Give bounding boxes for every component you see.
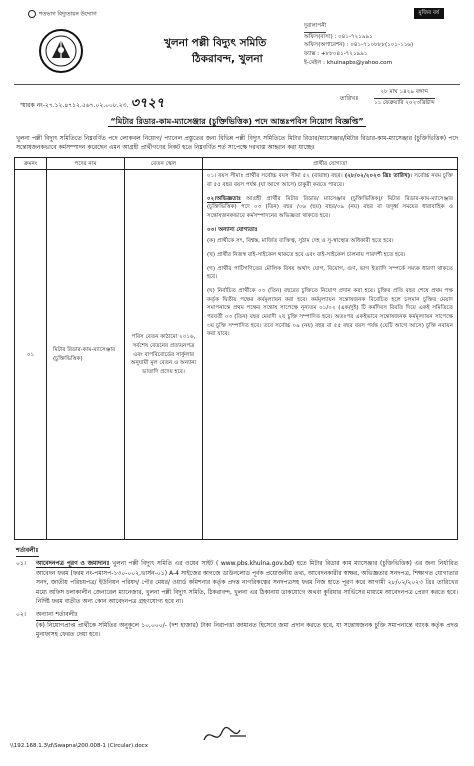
notice-title: “মিটার রিডার-কাম-ম্যাসেঞ্জার (চুক্তিভিত্তিক) পদে আন্তঃপবিস নিয়োগ বিজ্ঞপ্তি” bbox=[110, 117, 364, 126]
letterhead bbox=[14, 22, 460, 82]
pbs-logo-icon bbox=[38, 28, 84, 74]
date-english: ১১ ফেব্রুয়ারি ২০২৩খ্রিষ্টাব্দ bbox=[374, 99, 435, 106]
vision-tag bbox=[28, 10, 98, 18]
term-number: ০২। bbox=[16, 610, 26, 618]
date-block bbox=[374, 88, 435, 108]
post-cell: মিটার রিডার-কাম-ম্যাসেঞ্জার (চুক্তিভিত্তিক) bbox=[47, 170, 125, 540]
term-security-deposit: (ক) নিয়োগপ্রাপ্ত প্রার্থীকে সমিতির অনুকূলে ১০,০০০/- (দশ হাজার) টাকা নিরাপত্তা জামানত হিসেবে জমা প্রদান করতে হবে, যা সন্তোষজনক চুক্তি সমাপনান্তে ব্যাংক কর্তৃক প্রদত্ত মুনাফাসহ ফেরত দেয়া হবে। bbox=[36, 621, 458, 639]
date-label: তারিখঃ bbox=[340, 95, 359, 102]
fax-number: ফ্যাক্স : +৮৮০৪১-৭২১৯৯১ bbox=[304, 50, 368, 57]
contact-block bbox=[304, 22, 472, 67]
qualification-arithmetic: (গ) প্রার্থীর পাটিগণিতের মৌলিক বিষয় অর্থাৎ যোগ, বিয়োগ, গুণ, ভাগ ইত্যাদি সম্পর্কে সম্যক ধারণা থাকতে হবে। bbox=[207, 265, 453, 281]
table-row bbox=[15, 170, 458, 540]
terms-heading: শর্তাবলীঃ bbox=[16, 546, 39, 557]
memo-number: স্মারক নং-২৭.১২.৪৭১২.৫৬৭.০২.০০৮.২৩. bbox=[20, 102, 129, 109]
bulb-icon bbox=[28, 10, 36, 18]
date-bangla: ২৮ মাঘ ১৪২৯ বঙ্গাব্দ bbox=[374, 88, 435, 99]
table-header-row bbox=[15, 158, 458, 170]
header-qualification: প্রার্থীর যোগ্যতা bbox=[203, 158, 458, 170]
term-number: ০১। bbox=[16, 559, 26, 567]
term-lead: আবেদনপত্র পূরণ ও জমাদানঃ bbox=[36, 559, 110, 567]
qualification-cell bbox=[203, 170, 458, 540]
intro-paragraph: খুলনা পল্লী বিদ্যুৎ সমিতিতে নিম্নবর্ণিত পদে লোকবল নিয়োগ/ প্যানেল প্রস্তুতের জন্য বিভিন্ন পল্লী বিদ্যুৎ সমিতিতে মিটার রিডার/ম্যাসেঞ্জার/মিটার রিডার-কাম-ম্যাসেঞ্জার (চুক্তিভিত্তিক) পদে সন্তোষজনকভাবে কর্মসম্পাদন করেছেন এমন আগ্রহী প্রার্থীগণের নিকট হতে নিম্নবর্ণিত শর্ত সাপেক্ষে দরখাস্ত আহ্বান করা যাচ্ছেঃ bbox=[16, 134, 458, 152]
mujib-borsho-badge: মুজিব বর্ষ bbox=[414, 8, 444, 19]
salary-cell: পবিস বেতন কাঠামো ২০১৬, সর্বশেষ বেতনের প্রত্যয়নপত্র এবং বাপবিবোর্ডের সার্কুলার অনুযায়ী মূল বেতন ও অন্যান্য ভাতাদি প্রদেয় হবে। bbox=[125, 170, 203, 540]
age-limit: ০১। বয়স সীমাঃ প্রার্থীর সর্বোচ্চ বয়স সীমা ৫২ (বায়ান্ন) বছর। (২৮/০২/২০২৩ খ্রিঃ তারিখ)। সর্বোচ্চ নবম চুক্তি বা ৫৫ বছর বয়স পর্যন্ত (যা আগে আসে) চাকুরী করতে পারবে। bbox=[207, 173, 453, 189]
operation-phone: অফিস(অপারেশন) : ০৪১-৭১০৮৮৮(১০১-১১৬) bbox=[304, 42, 414, 49]
term-text: খুলনা পল্লী বিদ্যুৎ সমিতি এর ওয়েব সাইট ( www.pbs.khulna.gov.bd) হতে মিটার রিডার কাম ম্যাসেঞ্জার (চুক্তিভিত্তিক) এর জন্য নির্ধারিত আবেদন ফরম (ফরম নং-পমাসপ-১৩০-০০২,ভার্সন-০১) A-4 সাইজের কাগজে ডাউনলোড পূর্বক প্রয়োজনীয় তথ্য, আবেদনকারীর স্বাক্ষর, অভিজ্ঞতার সনদপত্র, শিক্ষাগত যোগ্যতার সনদ, জাতীয় পরিচয়পত্র/ ইউনিয়ন পরিষদ/ পৌর মেয়র/ ওয়ার্ড কমিশনার কর্তৃক প্রদত্ত নাগরিকত্বের সনদপত্রসহ ফরম নিজ হাতে পূরণ করে আগামী ২৮/০২/২০২৩ খ্রিঃ তারিখের মধ্যে অফিস চলাকালীন জেনারেল ম্যানেজার, খুলনা পল্লী বিদ্যুৎ সমিতি, ঠিকরাবন্দ, খুলনা এর ঠিকানায় ডাকযোগে অথবা কুরিয়ার সার্ভিসের মাধ্যমে আবেদনপত্র প্রেরণ করতে হবে। নির্দিষ্ট ফরম ব্যতীত অন্য কোন আবেদনপত্র গ্রহণযোগ্য হবে না। bbox=[36, 559, 458, 606]
office-phone: অফিস(বাসা) : ০৪১-৭২১৯৯১ bbox=[304, 33, 373, 40]
qualification-honesty: (ক) প্রার্থীকে সৎ, বিশ্বস্ত, মার্জিত ব্যক্তিত্ব, সুঠাম দেহ ও সু-স্বাস্থ্যের অধিকারী হতে হবে। bbox=[207, 238, 394, 245]
memo-line bbox=[14, 87, 460, 113]
post-table bbox=[14, 157, 458, 540]
file-path: \\192.168.1.3\d\Swapna\200.008-1 (Circular).docx bbox=[10, 743, 149, 749]
email-label: ই-মেইল bbox=[304, 59, 322, 66]
organization-block bbox=[164, 36, 266, 68]
experience: ০২।অভিজ্ঞতাঃ আগ্রহী প্রার্থীর মিটার রিডার/ ম্যাসেঞ্জার (চুক্তিভিত্তিক)/ মিটার রিডার-কাম-ম্যাসেঞ্জার (চুক্তিভিত্তিক) পদে ০৩ (তিন) বছর /০৬ (ছয়) বছর/০৯ (নয়) বছর বা তদূর্ধ্ব সময়ের ধারাবাহিক ও সন্তোষজনকভাবে কর্মসম্পাদনের অভিজ্ঞতা থাকতে হবে। bbox=[207, 195, 453, 220]
term-lead: অন্যান্য শর্তাবলীঃ bbox=[36, 610, 78, 621]
vision-text: শতভাগ বিদ্যুতায়ন উদ্যোগ bbox=[39, 11, 97, 18]
header-serial: ক্রমনং bbox=[15, 158, 47, 170]
other-qualifications-heading: ০৩। অন্যান্য যোগ্যতাঃ bbox=[207, 226, 258, 233]
terms-section bbox=[14, 546, 460, 639]
signature-mark bbox=[200, 722, 250, 748]
contact-title: দুরালাপনী bbox=[304, 22, 326, 33]
term-application bbox=[16, 559, 458, 607]
organization-address: ঠিকরাবন্দ, খুলনা bbox=[192, 52, 263, 65]
header-salary: বেতন স্কেল bbox=[125, 158, 203, 170]
top-line bbox=[14, 8, 460, 22]
header-divider bbox=[14, 84, 460, 85]
email-address[interactable]: : khulnapbs@yahoo.com bbox=[323, 59, 393, 66]
memo-handwritten-number: ৩৭২৭ bbox=[130, 96, 165, 111]
organization-name: খুলনা পল্লী বিদ্যুৎ সমিতি bbox=[164, 37, 267, 49]
qualification-contract: (ঘ) নির্বাচিত প্রার্থীকে ০৩ (তিন) বছরের চুক্তিতে নিয়োগ প্রদান করা হবে। চুক্তির প্রতি বছর শেষে প্রথম পক্ষ কর্তৃক দ্বিতীয় পক্ষের কর্মমূল্যায়ন করা হবে। কর্মমূল্যায়ন সন্তোষজনক বিবেচিত হলে চলমান চুক্তির মেয়াদ সমাপনান্তে প্রথম পক্ষের সন্তোষ সাপেক্ষে নূন্যতম ০১/০২ (এক/দুই) টি কর্মদিবস বিরতি দিয়ে একই সমিতিতে পরবর্তী ০৩ (তিন) বছর মেয়াদী ২য় চুক্তি সম্পাদিত হবে। অতঃপর একইভাবে সন্তোষজনক কর্মমূল্যায়ন সাপেক্ষে ৩য় চুক্তি সম্পাদিত হবে। তবে সর্বোচ্চ ০৯ (নয়) বছর বা ৫৫ বছর বয়স পর্যন্ত (যেটি আগে আসে) চুক্তি নবায়ন করা যাবে। bbox=[207, 287, 453, 338]
serial-cell: ০১ bbox=[15, 170, 47, 540]
term-other bbox=[16, 610, 458, 640]
qualification-bicycle: (খ) প্রার্থীর নিজস্ব বাই-সাইকেল থাকতে হবে এবং বাই-সাইকেল চালনায় পারদর্শী হতে হবে। bbox=[207, 251, 406, 258]
header-post: পদের নাম bbox=[47, 158, 125, 170]
